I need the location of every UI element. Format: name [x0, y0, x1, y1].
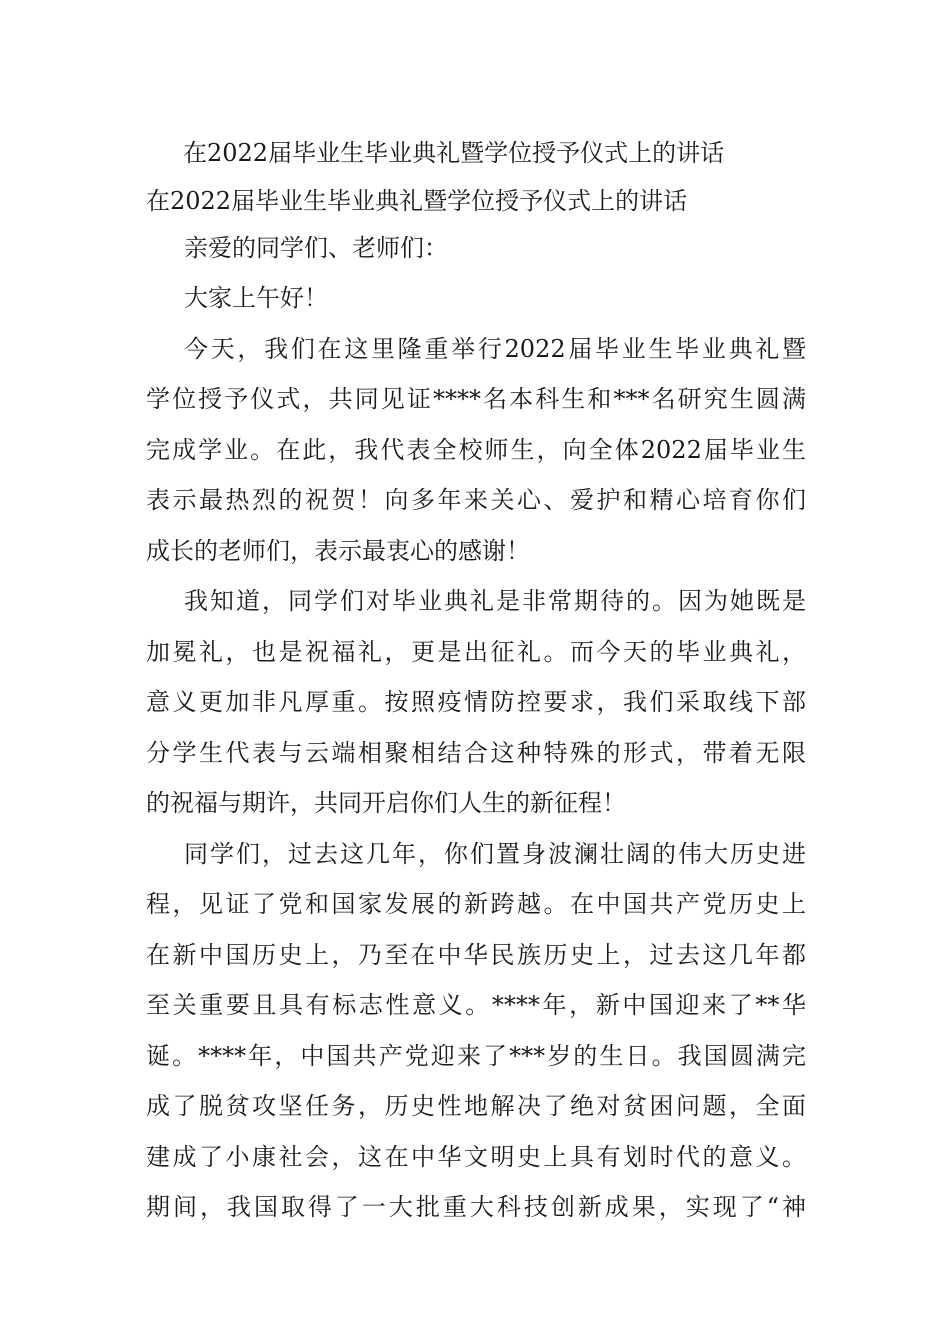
- paragraph-line: 同学们，过去这几年，你们置身波澜壮阔的伟大历史进: [184, 839, 806, 868]
- paragraph-line: 程，见证了党和国家发展的新跨越。在中国共产党历史上: [146, 890, 806, 918]
- salutation: 亲爱的同学们、老师们：: [184, 233, 448, 262]
- document-page: [146, 128, 806, 1233]
- paragraph-line: 意义更加非凡厚重。按照疫情防控要求，我们采取线下部: [146, 688, 806, 716]
- paragraph-line: 加冕礼，也是祝福礼，更是出征礼。而今天的毕业典礼，: [146, 637, 806, 666]
- greeting: 大家上午好！: [184, 284, 328, 312]
- paragraph-line: 完成学业。在此，我代表全校师生，向全体2022届毕业生: [146, 435, 806, 464]
- paragraph-line: 在新中国历史上，乃至在中华民族历史上，过去这几年都: [146, 940, 806, 969]
- paragraph-line: 学位授予仪式，共同见证****名本科生和***名研究生圆满: [146, 385, 806, 413]
- paragraph-line: 分学生代表与云端相聚相结合这种特殊的形式，带着无限: [146, 738, 806, 767]
- document-subtitle: 在2022届毕业生毕业典礼暨学位授予仪式上的讲话: [146, 186, 688, 215]
- paragraph-line: 诞。****年，中国共产党迎来了***岁的生日。我国圆满完: [146, 1041, 806, 1070]
- paragraph-line: 成长的老师们，表示最衷心的感谢！: [146, 536, 530, 565]
- paragraph-line: 期间，我国取得了一大批重大科技创新成果，实现了“神: [146, 1193, 806, 1221]
- paragraph-line: 表示最热烈的祝贺！向多年来关心、爱护和精心培育你们: [146, 486, 806, 514]
- paragraph-line: 我知道，同学们对毕业典礼是非常期待的。因为她既是: [184, 587, 806, 615]
- paragraph-line: 成了脱贫攻坚任务，历史性地解决了绝对贫困问题，全面: [146, 1092, 806, 1120]
- paragraph-line: 建成了小康社会，这在中华文明史上具有划时代的意义。: [146, 1142, 806, 1171]
- paragraph-line: 至关重要且具有标志性意义。****年，新中国迎来了**华: [146, 991, 806, 1019]
- paragraph-line: 今天，我们在这里隆重举行2022届毕业生毕业典礼暨: [184, 334, 806, 363]
- document-title: 在2022届毕业生毕业典礼暨学位授予仪式上的讲话: [183, 139, 725, 167]
- paragraph-line: 的祝福与期许，共同开启你们人生的新征程！: [146, 789, 626, 817]
